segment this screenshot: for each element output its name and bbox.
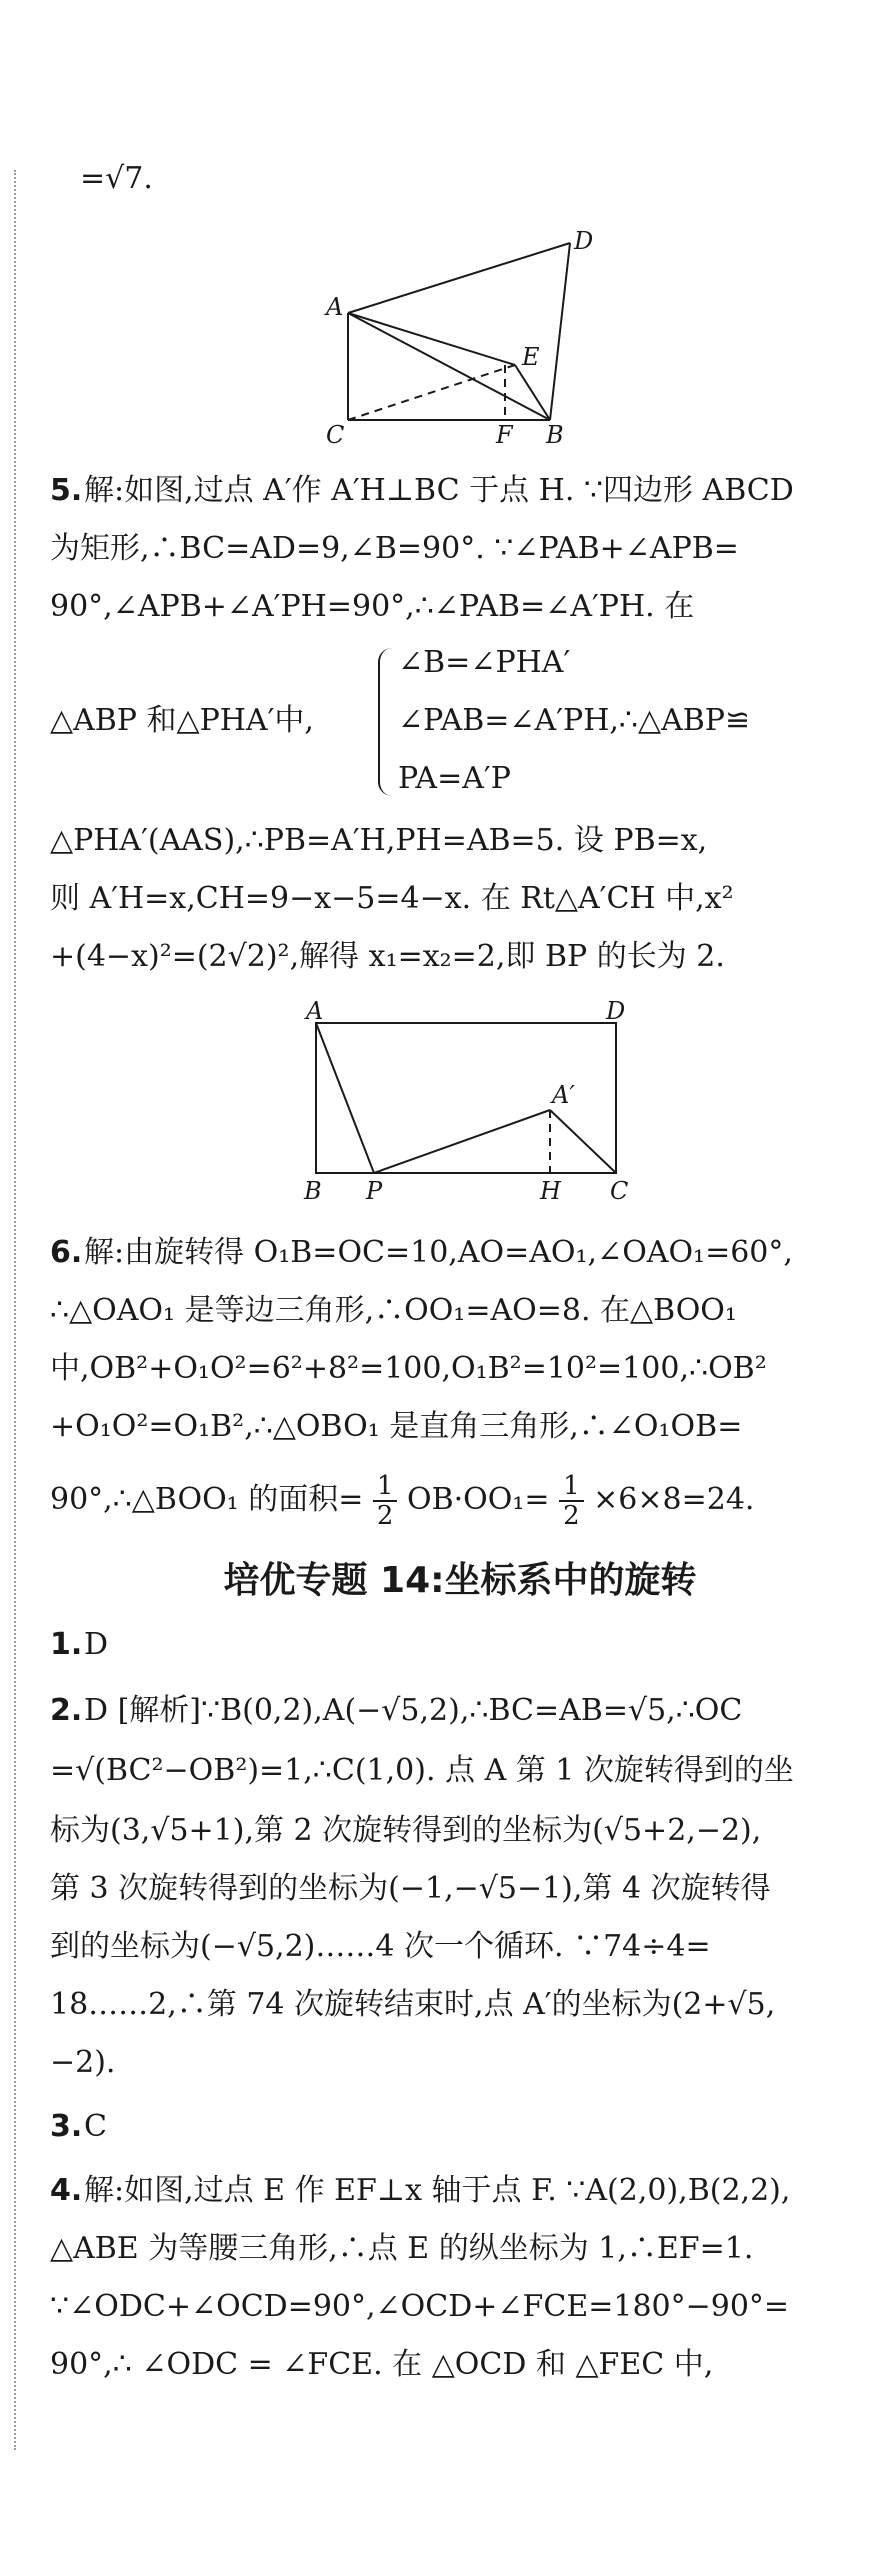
condition-3: PA=A′P — [398, 761, 511, 796]
fig1-label-E: E — [522, 343, 540, 371]
q4-line-4: 90°,∴ ∠ODC = ∠FCE. 在 △OCD 和 △FEC 中, — [50, 2347, 714, 2382]
problem-6-line-4: +O₁O²=O₁B²,∴△OBO₁ 是直角三角形,∴∠O₁OB= — [50, 1409, 743, 1444]
fraction-half-2 — [559, 1472, 584, 1530]
q1-answer: D — [84, 1627, 109, 1662]
problem-6-line-3: 中,OB²+O₁O²=6²+8²=100,O₁B²=10²=100,∴OB² — [50, 1351, 767, 1386]
fig1-label-A: A — [326, 293, 344, 321]
q2-line-3: 标为(3,√5+1),第 2 次旋转得到的坐标为(√5+2,−2), — [50, 1813, 762, 1848]
figure-1 — [320, 225, 620, 445]
fig2-label-H: H — [540, 1177, 561, 1205]
q2-number: 2. — [50, 1693, 83, 1728]
q2-line-2: =√(BC²−OB²)=1,∴C(1,0). 点 A 第 1 次旋转得到的坐 — [50, 1753, 794, 1788]
q2-line-7: −2). — [50, 2045, 116, 2080]
fraction-bottom-1: 2 — [376, 1501, 394, 1531]
problem-6-line-1: 解:由旋转得 O₁B=OC=10,AO=AO₁,∠OAO₁=60°, — [84, 1235, 793, 1270]
q3-number: 3. — [50, 2109, 83, 2144]
margin-dotted-line — [14, 170, 16, 2450]
fig1-label-B: B — [546, 421, 564, 445]
q2-line-5: 到的坐标为(−√5,2)……4 次一个循环. ∵74÷4= — [50, 1929, 711, 1964]
area-suffix: ×6×8=24. — [593, 1482, 755, 1517]
area-prefix: 90°,∴△BOO₁ 的面积= — [50, 1482, 364, 1517]
area-middle: OB·OO₁= — [407, 1482, 550, 1517]
problem-5-line-6: 则 A′H=x,CH=9−x−5=4−x. 在 Rt△A′CH 中,x² — [50, 881, 734, 916]
problem-5-line-3: 90°,∠APB+∠A′PH=90°,∴∠PAB=∠A′PH. 在 — [50, 589, 695, 624]
fig2-label-P: P — [366, 1177, 383, 1205]
figure-2 — [290, 995, 650, 1205]
q2-line-4: 第 3 次旋转得到的坐标为(−1,−√5−1),第 4 次旋转得 — [50, 1871, 771, 1906]
fig1-label-D: D — [574, 227, 594, 255]
system-brace — [378, 648, 394, 796]
fig2-label-D: D — [606, 997, 626, 1025]
q4-line-2: △ABE 为等腰三角形,∴点 E 的纵坐标为 1,∴EF=1. — [50, 2231, 754, 2266]
problem-5-line-4a: △ABP 和△PHA′中, — [50, 703, 314, 738]
problem-5-line-2: 为矩形,∴BC=AD=9,∠B=90°. ∵∠PAB+∠APB= — [50, 531, 739, 566]
q2-line-1: D [解析]∵B(0,2),A(−√5,2),∴BC=AB=√5,∴OC — [84, 1693, 743, 1728]
q4-line-3: ∵∠ODC+∠OCD=90°,∠OCD+∠FCE=180°−90°= — [50, 2289, 790, 2324]
fraction-top-1: 1 — [373, 1472, 398, 1502]
problem-5-line-7: +(4−x)²=(2√2)²,解得 x₁=x₂=2,即 BP 的长为 2. — [50, 939, 725, 974]
condition-2: ∠PAB=∠A′PH,∴△ABP≌ — [398, 703, 751, 738]
problem-5-line-1: 解:如图,过点 A′作 A′H⊥BC 于点 H. ∵四边形 ABCD — [84, 473, 794, 508]
q3-answer: C — [84, 2109, 107, 2144]
q4-line-1: 解:如图,过点 E 作 EF⊥x 轴于点 F. ∵A(2,0),B(2,2), — [84, 2173, 791, 2208]
problem-6-line-2: ∴△OAO₁ 是等边三角形,∴OO₁=AO=8. 在△BOO₁ — [50, 1293, 737, 1328]
problem-6-line-5 — [50, 1472, 754, 1530]
q1-number: 1. — [50, 1627, 83, 1662]
fig2-label-A: A — [306, 997, 324, 1025]
fraction-top-2: 1 — [559, 1472, 584, 1502]
section-heading: 培优专题 14:坐标系中的旋转 — [223, 1560, 697, 1601]
condition-1: ∠B=∠PHA′ — [398, 645, 571, 680]
problem-5-line-5: △PHA′(AAS),∴PB=A′H,PH=AB=5. 设 PB=x, — [50, 823, 708, 858]
fig1-label-F: F — [496, 421, 513, 445]
q2-line-6: 18……2,∴第 74 次旋转结束时,点 A′的坐标为(2+√5, — [50, 1987, 776, 2022]
prev-result: =√7. — [80, 161, 153, 196]
q4-number: 4. — [50, 2173, 83, 2208]
fig1-label-C: C — [326, 421, 345, 445]
fig2-label-C: C — [610, 1177, 629, 1205]
fig2-label-B: B — [304, 1177, 322, 1205]
problem-6-number: 6. — [50, 1235, 83, 1270]
fraction-bottom-2: 2 — [563, 1501, 580, 1531]
fraction-half-1 — [373, 1472, 398, 1530]
problem-5-number: 5. — [50, 473, 83, 508]
fig2-label-A-prime: A′ — [552, 1081, 575, 1109]
